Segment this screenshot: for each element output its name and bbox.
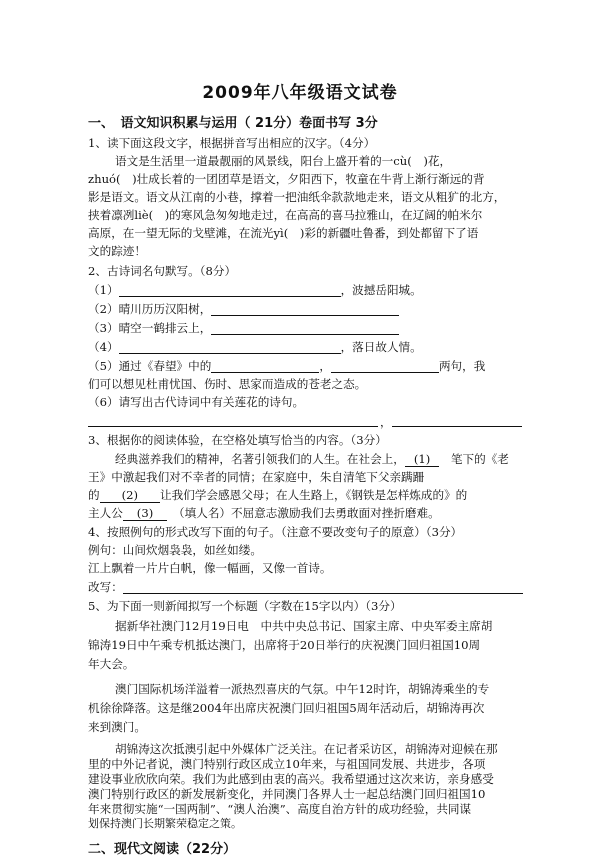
q4-example: 例句：山间炊烟袅袅，如丝如缕。 — [88, 543, 262, 557]
q5-p2-line-2: 机徐徐降落。这是继2004年出席庆祝澳门回归祖国5周年活动后，胡锦涛再次 — [88, 701, 485, 715]
exam-title: 2009年八年级语文试卷 — [202, 83, 398, 103]
q3-line-4-a: 主人公 — [88, 506, 123, 520]
q2-item-5-blank-2[interactable] — [331, 358, 439, 373]
q2-item-6: （6）请写出古代诗词中有关莲花的诗句。 — [88, 395, 305, 409]
q3-line-3-b: 让我们学会感恩父母；在人生路上，《钢铁是怎样炼成的》的 — [160, 488, 468, 502]
q5-p1-line-2: 锦涛19日中午乘专机抵达澳门，出席将于20日举行的庆祝澳门回归祖国10周 — [88, 638, 481, 652]
q4-rewrite — [88, 578, 520, 596]
q5-prompt: 5、为下面一则新闻拟写一个标题（字数在15字以内）（3分） — [88, 599, 402, 613]
q2-item-6-blank-1[interactable] — [88, 426, 378, 427]
q5-p2-line-1: 澳门国际机场洋溢着一派热烈喜庆的气氛。中午12时许，胡锦涛乘坐的专 — [115, 682, 490, 696]
q2-item-4-blank[interactable] — [119, 339, 341, 354]
q5-p3-line-1: 胡锦涛这次抵澳引起中外媒体广泛关注。在记者采访区，胡锦涛对迎候在那 — [115, 742, 498, 756]
q3-line-3-a: 的 — [88, 488, 100, 502]
q3-line-1-b: 笔下的《老 — [450, 452, 509, 466]
section2-heading: 二、现代文阅读（22分） — [88, 842, 237, 857]
q1-line-6: 文的踪迹！ — [88, 244, 146, 258]
q4-rewrite-blank[interactable] — [123, 579, 523, 594]
q5-p3-line-5: 年来贯彻实施“一国两制”、“澳人治澳”、高度自治方针的成功经验，共同谋 — [88, 802, 472, 816]
q2-item-4 — [88, 338, 520, 356]
q5-p3-line-6: 划保持澳门长期繁荣稳定之策。 — [88, 817, 242, 830]
q4-rewrite-label: 改写： — [88, 580, 123, 594]
q5-p3-line-4: 澳门特别行政区的新发展新变化，并同澳门各界人士一起总结澳门回归祖国10 — [88, 787, 486, 801]
q4-prompt: 4、按照例句的形式改写下面的句子。（注意不要改变句子的原意）（3分） — [88, 525, 463, 539]
q1-line-4: 挟着凛冽liè( )的寒风急匆匆地走过，在高高的喜马拉雅山，在辽阔的帕米尔 — [88, 208, 483, 222]
q3-line-4-b: （填人名）不屈意志激励我们去勇敢面对挫折磨难。 — [178, 506, 440, 520]
q3-line-4 — [88, 504, 520, 522]
q1-line-2: zhuó( )壮成长着的一团团草是语文，夕阳西下，牧童在牛背上渐行渐远的背 — [88, 172, 485, 186]
q2-item-1-blank[interactable] — [119, 282, 341, 297]
q2-item-5-line2: 们可以想见杜甫忧国、伤时、思家而造成的苍老之态。 — [88, 377, 367, 391]
q1-prompt: 1、读下面这段文字，根据拼音写出相应的汉字。（4分） — [88, 136, 376, 150]
q5-p3-line-3: 建设事业欣欣向荣。我们为此感到由衷的高兴。我希望通过这次来访，亲身感受 — [88, 772, 494, 786]
q5-p1-line-3: 年大会。 — [88, 657, 135, 671]
q1-line-5: 高原，在一望无际的戈壁滩，在流光yì( )彩的新疆吐鲁番，到处都留下了语 — [88, 226, 479, 240]
q2-item-5-a: （5）通过《春望》中的 — [88, 359, 212, 373]
q2-item-6-comma: ， — [380, 415, 392, 429]
q2-item-2-blank[interactable] — [211, 301, 399, 316]
q2-item-3 — [88, 319, 520, 337]
q3-line-3 — [88, 486, 520, 504]
q3-blank-2[interactable]: (2) — [100, 488, 160, 503]
q2-item-3-text: （3）晴空一鹤排云上， — [88, 321, 212, 335]
q3-line-1-a: 经典滋养我们的精神，名著引领我们的人生。在社会上， — [115, 452, 405, 466]
q2-item-2-text: （2）晴川历历汉阳树， — [88, 302, 212, 316]
q2-item-3-blank[interactable] — [211, 320, 399, 335]
q2-item-1 — [88, 281, 520, 299]
section1-heading: 一、 语文知识积累与运用（ 21分）卷面书写 3分 — [88, 116, 378, 131]
q3-blank-3[interactable]: (3) — [123, 506, 167, 521]
q2-item-5 — [88, 357, 520, 375]
q2-item-4-tail: ，落日故人情。 — [340, 340, 422, 354]
q2-item-4-num: （4） — [88, 340, 119, 354]
q3-line-1 — [115, 450, 520, 468]
q2-item-5-comma: ， — [319, 359, 331, 373]
q3-prompt: 3、根据你的阅读体验，在空格处填写恰当的内容。（3分） — [88, 433, 387, 447]
q2-item-5-b: 两句，我 — [438, 359, 486, 373]
q5-p1-line-1: 据新华社澳门12月19日电 中共中央总书记、国家主席、中央军委主席胡 — [115, 619, 493, 633]
q2-item-1-num: （1） — [88, 283, 119, 297]
q1-line-1: 语文是生活里一道最靓丽的风景线，阳台上盛开着的一cù( )花， — [115, 154, 452, 168]
q2-item-1-tail: ，波撼岳阳城。 — [340, 283, 422, 297]
q2-item-5-blank-1[interactable] — [211, 358, 319, 373]
q2-prompt: 2、古诗词名句默写。（8分） — [88, 264, 237, 278]
q4-sentence: 江上飘着一片片白帆，像一幅画，又像一首诗。 — [88, 561, 332, 575]
q3-line-2: 王》中激起我们对不幸者的同情；在家庭中，朱自清笔下父亲蹒跚 — [88, 470, 425, 484]
q2-item-2 — [88, 300, 520, 318]
q5-p3-line-2: 里的中外记者说，澳门特别行政区成立10年来，与祖国同发展、共进步，各项 — [88, 757, 486, 771]
q2-item-6-blank-2[interactable] — [392, 426, 522, 427]
q5-p2-line-3: 来到澳门。 — [88, 720, 146, 734]
q1-line-3: 影是语文。语文从江南的小巷，撑着一把油纸伞款款地走来，语文从粗犷的北方， — [88, 190, 506, 204]
q3-blank-1[interactable]: (1) — [405, 452, 439, 467]
